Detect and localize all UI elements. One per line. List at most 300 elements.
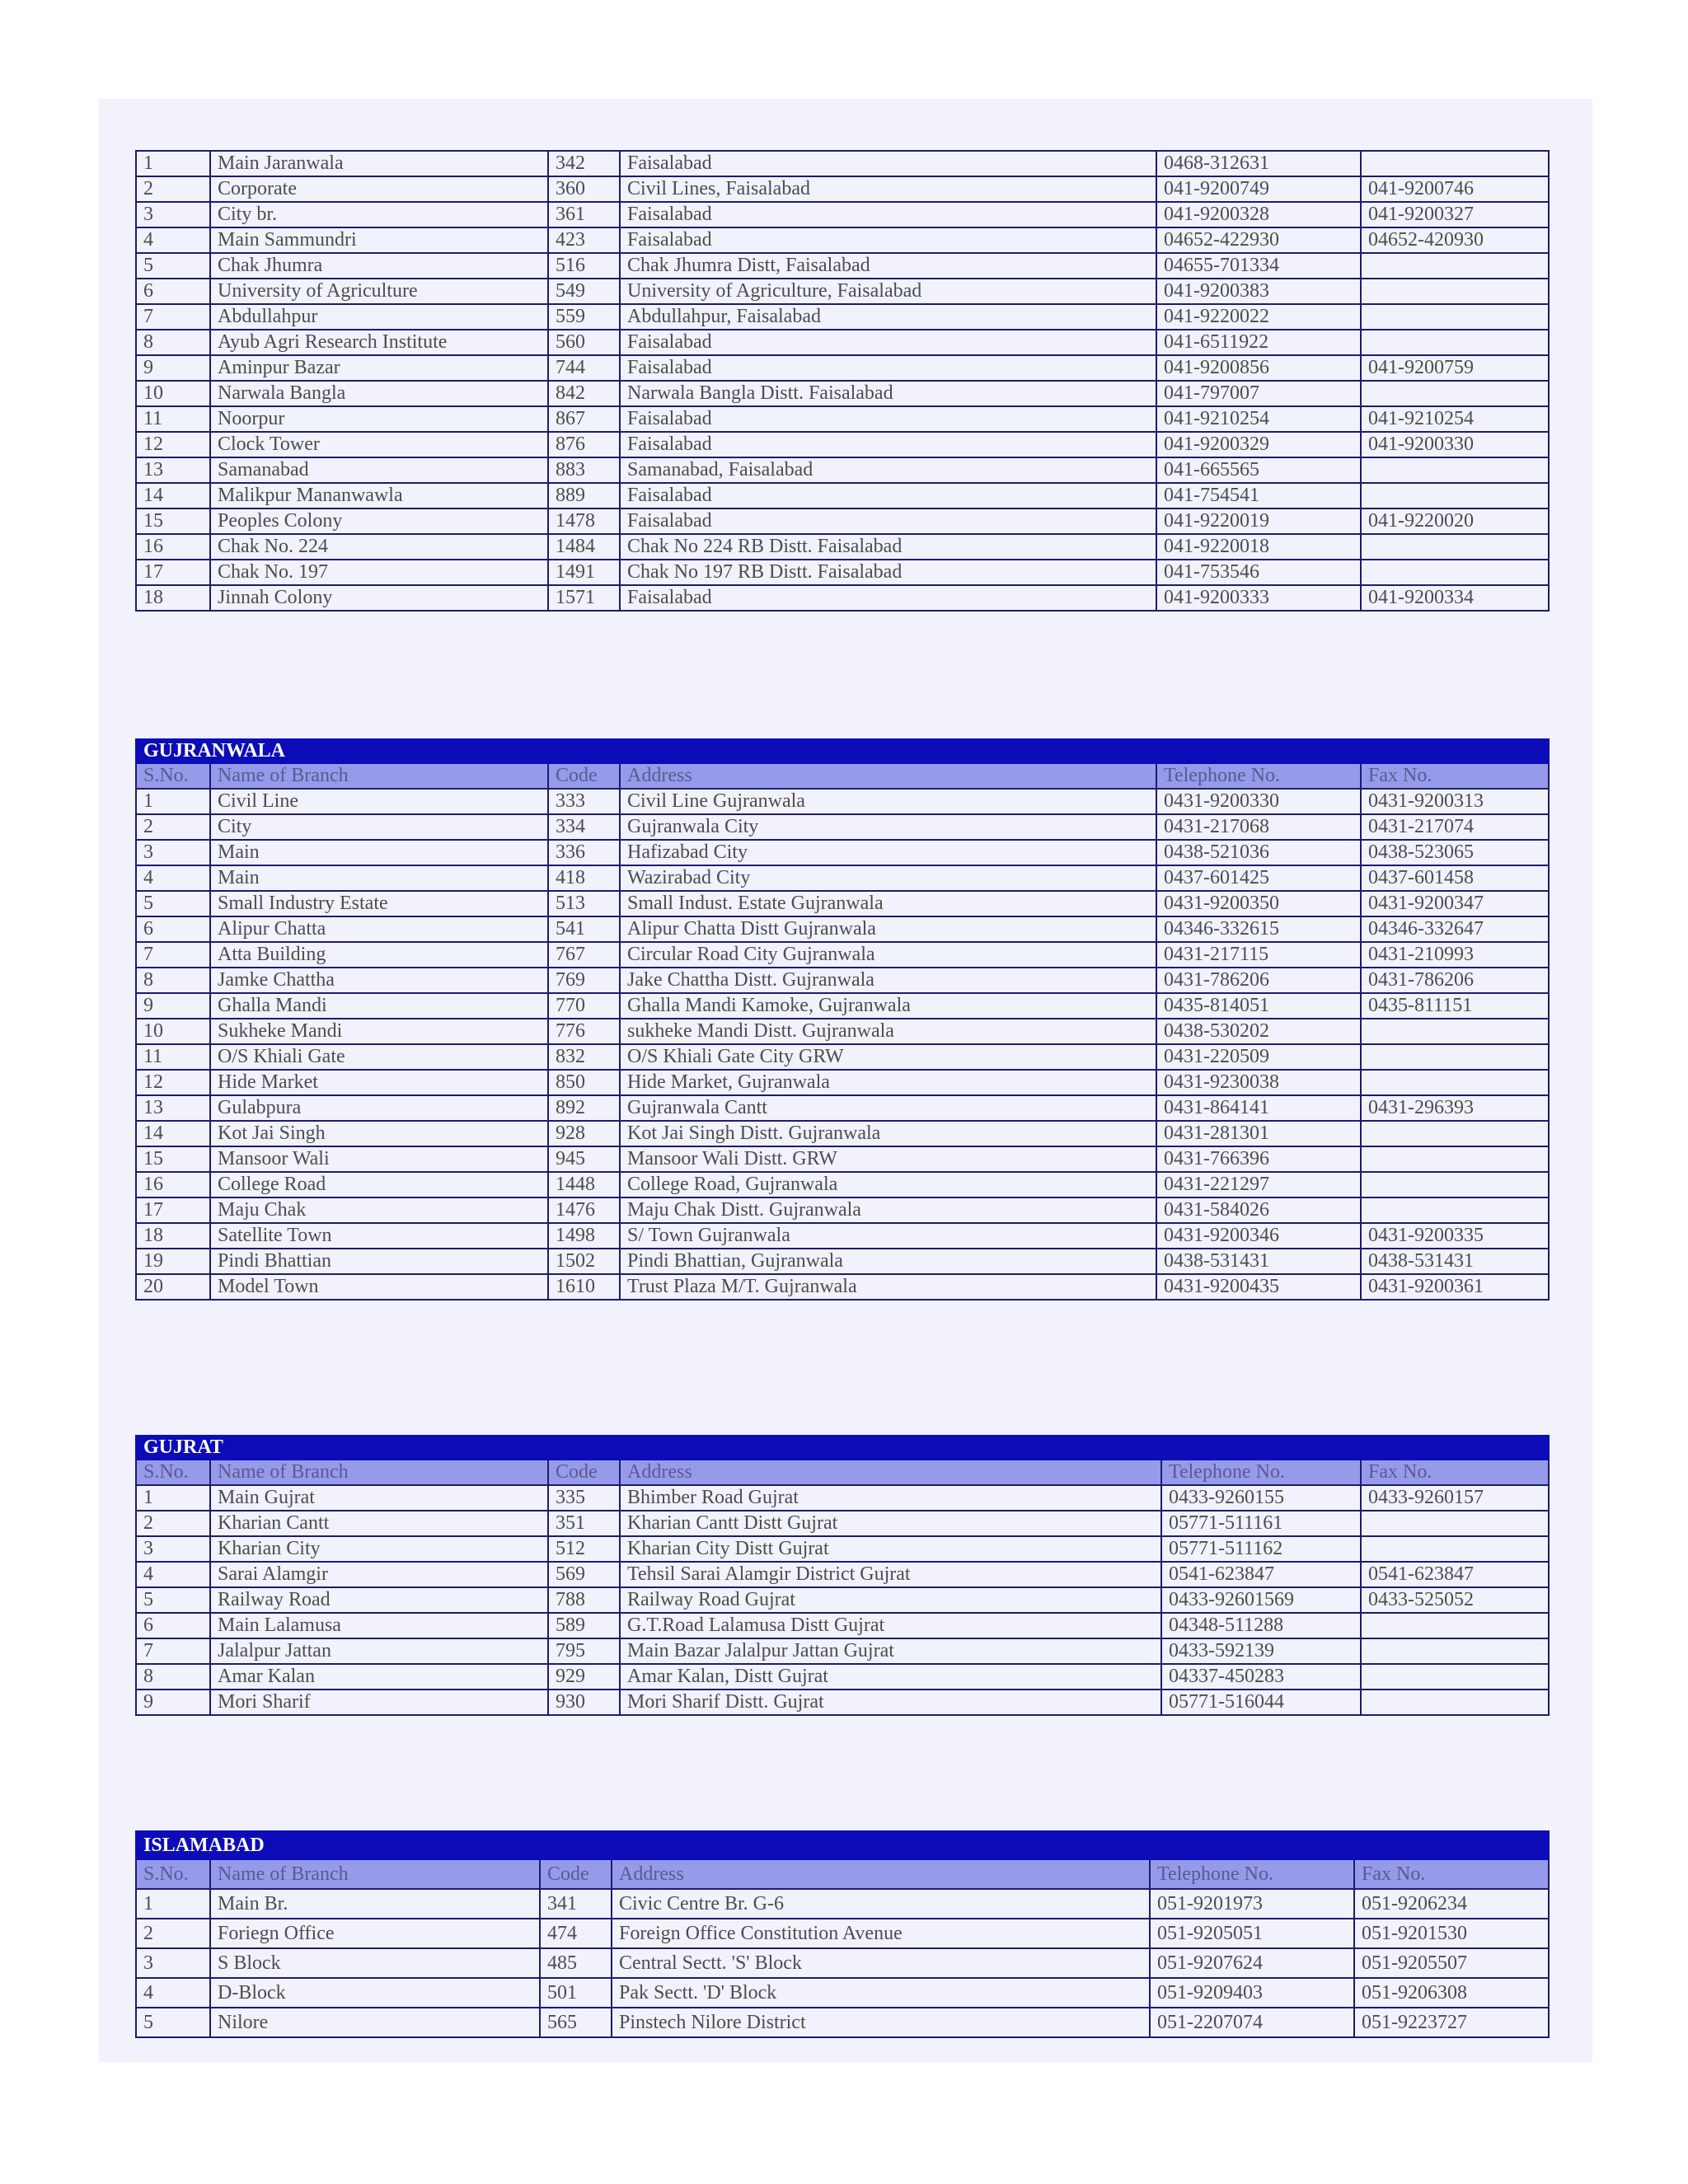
branch-name-cell: Sarai Alamgir xyxy=(210,1562,548,1587)
serial-number-cell: 18 xyxy=(136,1223,210,1249)
branch-name-cell: Small Industry Estate xyxy=(210,891,548,916)
address-cell: Pinstech Nilore District xyxy=(612,2008,1150,2037)
branch-name-cell: Main xyxy=(210,840,548,865)
address-cell: Chak Jhumra Distt, Faisalabad xyxy=(620,253,1156,279)
table-row xyxy=(136,814,1549,840)
fax-cell xyxy=(1361,1019,1549,1044)
address-header: Address xyxy=(612,1859,1150,1889)
branch-name-cell: Nilore xyxy=(210,2008,540,2037)
column-header-row xyxy=(136,1460,1549,1485)
branch-name-cell: Alipur Chatta xyxy=(210,916,548,942)
telephone-cell: 0438-521036 xyxy=(1156,840,1361,865)
fax-cell: 051-9206234 xyxy=(1354,1889,1549,1919)
branch-name-cell: Chak Jhumra xyxy=(210,253,548,279)
table-row xyxy=(136,585,1549,611)
fax-cell: 0431-210993 xyxy=(1361,942,1549,968)
fax-cell: 041-9220020 xyxy=(1361,509,1549,534)
address-cell: Civil Line Gujranwala xyxy=(620,789,1156,814)
address-cell: G.T.Road Lalamusa Distt Gujrat xyxy=(620,1613,1161,1638)
telephone-cell: 04346-332615 xyxy=(1156,916,1361,942)
branch-code-cell: 351 xyxy=(548,1511,620,1536)
fax-cell xyxy=(1361,483,1549,509)
telephone-cell: 0431-9230038 xyxy=(1156,1070,1361,1095)
branch-code-cell: 333 xyxy=(548,789,620,814)
address-cell: Kot Jai Singh Distt. Gujranwala xyxy=(620,1121,1156,1146)
branch-name-cell: Corporate xyxy=(210,176,548,202)
telephone-cell: 0431-281301 xyxy=(1156,1121,1361,1146)
serial-number-cell: 1 xyxy=(136,1485,210,1511)
table-row xyxy=(136,176,1549,202)
fax-cell: 041-9200746 xyxy=(1361,176,1549,202)
branch-code-cell: 360 xyxy=(548,176,620,202)
address-cell: Mori Sharif Distt. Gujrat xyxy=(620,1690,1161,1715)
serial-number-cell: 11 xyxy=(136,406,210,432)
table-row xyxy=(136,253,1549,279)
table-row xyxy=(136,1485,1549,1511)
address-cell: Ghalla Mandi Kamoke, Gujranwala xyxy=(620,993,1156,1019)
branch-code-cell: 850 xyxy=(548,1070,620,1095)
branch-name-cell: Maju Chak xyxy=(210,1197,548,1223)
address-cell: S/ Town Gujranwala xyxy=(620,1223,1156,1249)
address-cell: Central Sectt. 'S' Block xyxy=(612,1948,1150,1978)
serial-number-cell: 7 xyxy=(136,1638,210,1664)
address-cell: Civic Centre Br. G-6 xyxy=(612,1889,1150,1919)
table-row xyxy=(136,1274,1549,1300)
branch-name-cell: Jalalpur Jattan xyxy=(210,1638,548,1664)
serial-number-cell: 12 xyxy=(136,432,210,457)
telephone-cell: 0468-312631 xyxy=(1156,151,1361,176)
branch-code-cell: 474 xyxy=(540,1919,612,1948)
serial-number-header: S.No. xyxy=(136,1460,210,1485)
serial-number-cell: 2 xyxy=(136,1919,210,1948)
branch-code-cell: 418 xyxy=(548,865,620,891)
address-cell: Faisalabad xyxy=(620,227,1156,253)
branch-code-cell: 565 xyxy=(540,2008,612,2037)
telephone-cell: 0431-9200435 xyxy=(1156,1274,1361,1300)
fax-cell: 051-9201530 xyxy=(1354,1919,1549,1948)
branch-code-cell: 569 xyxy=(548,1562,620,1587)
fax-header: Fax No. xyxy=(1354,1859,1549,1889)
region-title: GUJRAT xyxy=(136,1436,1549,1460)
fax-cell: 04346-332647 xyxy=(1361,916,1549,942)
telephone-cell: 041-797007 xyxy=(1156,381,1361,406)
fax-cell: 0431-296393 xyxy=(1361,1095,1549,1121)
serial-number-cell: 3 xyxy=(136,1536,210,1562)
branch-name-cell: Railway Road xyxy=(210,1587,548,1613)
serial-number-header: S.No. xyxy=(136,763,210,789)
branch-name-cell: Main Gujrat xyxy=(210,1485,548,1511)
region-header-row xyxy=(136,1831,1549,1859)
table-row xyxy=(136,432,1549,457)
address-cell: Faisalabad xyxy=(620,509,1156,534)
telephone-cell: 041-9220019 xyxy=(1156,509,1361,534)
branch-name-cell: Atta Building xyxy=(210,942,548,968)
column-header-row xyxy=(136,763,1549,789)
branch-name-cell: Mori Sharif xyxy=(210,1690,548,1715)
column-header-row xyxy=(136,1859,1549,1889)
table-row xyxy=(136,1978,1549,2008)
telephone-cell: 0431-217068 xyxy=(1156,814,1361,840)
serial-number-cell: 10 xyxy=(136,1019,210,1044)
telephone-header: Telephone No. xyxy=(1156,763,1361,789)
fax-cell: 0433-9260157 xyxy=(1361,1485,1549,1511)
telephone-header: Telephone No. xyxy=(1150,1859,1354,1889)
branch-code-cell: 541 xyxy=(548,916,620,942)
address-header: Address xyxy=(620,1460,1161,1485)
fax-cell xyxy=(1361,1172,1549,1197)
islamabad-branch-table xyxy=(135,1830,1550,2038)
branch-name-header: Name of Branch xyxy=(210,1859,540,1889)
table-row xyxy=(136,1070,1549,1095)
fax-header: Fax No. xyxy=(1361,763,1549,789)
branch-name-cell: Clock Tower xyxy=(210,432,548,457)
telephone-cell: 0431-9200350 xyxy=(1156,891,1361,916)
branch-name-cell: Amar Kalan xyxy=(210,1664,548,1690)
table-row xyxy=(136,1690,1549,1715)
telephone-cell: 0431-220509 xyxy=(1156,1044,1361,1070)
branch-code-cell: 1448 xyxy=(548,1172,620,1197)
telephone-cell: 041-754541 xyxy=(1156,483,1361,509)
table-row xyxy=(136,330,1549,355)
serial-number-cell: 6 xyxy=(136,916,210,942)
branch-code-cell: 560 xyxy=(548,330,620,355)
branch-name-cell: College Road xyxy=(210,1172,548,1197)
fax-header: Fax No. xyxy=(1361,1460,1549,1485)
branch-code-cell: 516 xyxy=(548,253,620,279)
fax-cell: 0431-9200313 xyxy=(1361,789,1549,814)
address-cell: Circular Road City Gujranwala xyxy=(620,942,1156,968)
address-cell: Gujranwala Cantt xyxy=(620,1095,1156,1121)
serial-number-cell: 17 xyxy=(136,560,210,585)
fax-cell xyxy=(1361,1146,1549,1172)
branch-name-cell: Main Br. xyxy=(210,1889,540,1919)
fax-cell xyxy=(1361,279,1549,304)
fax-cell: 041-9200330 xyxy=(1361,432,1549,457)
table-row xyxy=(136,1019,1549,1044)
fax-cell: 0431-9200347 xyxy=(1361,891,1549,916)
telephone-cell: 051-2207074 xyxy=(1150,2008,1354,2037)
branch-name-cell: City xyxy=(210,814,548,840)
region-title: ISLAMABAD xyxy=(136,1831,1549,1859)
serial-number-cell: 4 xyxy=(136,1562,210,1587)
fax-cell xyxy=(1361,1536,1549,1562)
fax-cell xyxy=(1361,1197,1549,1223)
serial-number-cell: 8 xyxy=(136,1664,210,1690)
fax-cell: 0431-9200361 xyxy=(1361,1274,1549,1300)
telephone-cell: 05771-511161 xyxy=(1161,1511,1361,1536)
table-row xyxy=(136,1562,1549,1587)
fax-cell: 041-9200759 xyxy=(1361,355,1549,381)
table-row xyxy=(136,406,1549,432)
serial-number-cell: 14 xyxy=(136,483,210,509)
region-header-row xyxy=(136,1436,1549,1460)
branch-code-cell: 1571 xyxy=(548,585,620,611)
fax-cell xyxy=(1361,1613,1549,1638)
address-cell: Narwala Bangla Distt. Faisalabad xyxy=(620,381,1156,406)
fax-cell: 041-9200334 xyxy=(1361,585,1549,611)
telephone-cell: 0431-9200346 xyxy=(1156,1223,1361,1249)
branch-name-cell: Kot Jai Singh xyxy=(210,1121,548,1146)
branch-code-cell: 744 xyxy=(548,355,620,381)
address-cell: Hide Market, Gujranwala xyxy=(620,1070,1156,1095)
address-cell: Main Bazar Jalalpur Jattan Gujrat xyxy=(620,1638,1161,1664)
branch-name-cell: Samanabad xyxy=(210,457,548,483)
branch-code-cell: 930 xyxy=(548,1690,620,1715)
branch-name-cell: Mansoor Wali xyxy=(210,1146,548,1172)
telephone-cell: 0541-623847 xyxy=(1161,1562,1361,1587)
telephone-cell: 041-753546 xyxy=(1156,560,1361,585)
telephone-cell: 041-6511922 xyxy=(1156,330,1361,355)
branch-code-cell: 770 xyxy=(548,993,620,1019)
serial-number-cell: 18 xyxy=(136,585,210,611)
table-row xyxy=(136,1536,1549,1562)
telephone-cell: 041-9200328 xyxy=(1156,202,1361,227)
serial-number-cell: 1 xyxy=(136,789,210,814)
branch-name-cell: Foriegn Office xyxy=(210,1919,540,1948)
fax-cell xyxy=(1361,1070,1549,1095)
branch-code-cell: 423 xyxy=(548,227,620,253)
branch-code-cell: 928 xyxy=(548,1121,620,1146)
serial-number-cell: 9 xyxy=(136,1690,210,1715)
serial-number-cell: 5 xyxy=(136,891,210,916)
telephone-cell: 05771-511162 xyxy=(1161,1536,1361,1562)
branch-name-cell: City br. xyxy=(210,202,548,227)
table-row xyxy=(136,1223,1549,1249)
table-row xyxy=(136,534,1549,560)
table-row xyxy=(136,1919,1549,1948)
table-row xyxy=(136,840,1549,865)
table-row xyxy=(136,1948,1549,1978)
address-cell: Abdullahpur, Faisalabad xyxy=(620,304,1156,330)
table-row xyxy=(136,279,1549,304)
region-header-row xyxy=(136,739,1549,763)
fax-cell xyxy=(1361,330,1549,355)
table-row xyxy=(136,151,1549,176)
telephone-cell: 051-9209403 xyxy=(1150,1978,1354,2008)
branch-name-cell: Narwala Bangla xyxy=(210,381,548,406)
telephone-cell: 041-9200749 xyxy=(1156,176,1361,202)
branch-code-cell: 1498 xyxy=(548,1223,620,1249)
table-row xyxy=(136,1638,1549,1664)
serial-number-cell: 2 xyxy=(136,1511,210,1536)
address-cell: Gujranwala City xyxy=(620,814,1156,840)
telephone-cell: 041-665565 xyxy=(1156,457,1361,483)
serial-number-cell: 6 xyxy=(136,279,210,304)
fax-cell: 041-9210254 xyxy=(1361,406,1549,432)
address-cell: Hafizabad City xyxy=(620,840,1156,865)
table-row xyxy=(136,2008,1549,2037)
branch-code-cell: 501 xyxy=(540,1978,612,2008)
branch-name-cell: Sukheke Mandi xyxy=(210,1019,548,1044)
fax-cell xyxy=(1361,1121,1549,1146)
telephone-cell: 051-9205051 xyxy=(1150,1919,1354,1948)
branch-name-cell: Ghalla Mandi xyxy=(210,993,548,1019)
branch-name-cell: Malikpur Mananwawla xyxy=(210,483,548,509)
telephone-cell: 041-9200329 xyxy=(1156,432,1361,457)
telephone-cell: 04337-450283 xyxy=(1161,1664,1361,1690)
branch-name-header: Name of Branch xyxy=(210,1460,548,1485)
address-cell: University of Agriculture, Faisalabad xyxy=(620,279,1156,304)
branch-code-cell: 1502 xyxy=(548,1249,620,1274)
table-row xyxy=(136,304,1549,330)
serial-number-cell: 4 xyxy=(136,865,210,891)
table-row xyxy=(136,1197,1549,1223)
serial-number-cell: 5 xyxy=(136,1587,210,1613)
telephone-cell: 04655-701334 xyxy=(1156,253,1361,279)
table-row xyxy=(136,202,1549,227)
telephone-cell: 0433-592139 xyxy=(1161,1638,1361,1664)
branch-code-header: Code xyxy=(548,1460,620,1485)
branch-name-cell: Chak No. 197 xyxy=(210,560,548,585)
branch-name-cell: D-Block xyxy=(210,1978,540,2008)
fax-cell xyxy=(1361,151,1549,176)
fax-cell xyxy=(1361,1638,1549,1664)
telephone-cell: 0438-530202 xyxy=(1156,1019,1361,1044)
fax-cell xyxy=(1361,457,1549,483)
table-row xyxy=(136,483,1549,509)
serial-number-cell: 9 xyxy=(136,993,210,1019)
fax-cell xyxy=(1361,1044,1549,1070)
branch-name-cell: Civil Line xyxy=(210,789,548,814)
telephone-cell: 051-9207624 xyxy=(1150,1948,1354,1978)
telephone-cell: 0431-217115 xyxy=(1156,942,1361,968)
address-header: Address xyxy=(620,763,1156,789)
branch-code-cell: 876 xyxy=(548,432,620,457)
address-cell: Foreign Office Constitution Avenue xyxy=(612,1919,1150,1948)
serial-number-cell: 6 xyxy=(136,1613,210,1638)
telephone-cell: 04652-422930 xyxy=(1156,227,1361,253)
address-cell: Faisalabad xyxy=(620,355,1156,381)
faisalabad-branch-table xyxy=(135,150,1550,612)
fax-cell: 0437-601458 xyxy=(1361,865,1549,891)
telephone-cell: 0433-9260155 xyxy=(1161,1485,1361,1511)
telephone-cell: 041-9200383 xyxy=(1156,279,1361,304)
serial-number-cell: 1 xyxy=(136,151,210,176)
telephone-cell: 0437-601425 xyxy=(1156,865,1361,891)
table-row xyxy=(136,1889,1549,1919)
serial-number-cell: 11 xyxy=(136,1044,210,1070)
branch-code-cell: 832 xyxy=(548,1044,620,1070)
serial-number-cell: 1 xyxy=(136,1889,210,1919)
branch-name-cell: Main Jaranwala xyxy=(210,151,548,176)
table-row xyxy=(136,968,1549,993)
branch-name-cell: S Block xyxy=(210,1948,540,1978)
fax-cell: 0431-786206 xyxy=(1361,968,1549,993)
branch-code-cell: 945 xyxy=(548,1146,620,1172)
telephone-cell: 04348-511288 xyxy=(1161,1613,1361,1638)
branch-code-cell: 867 xyxy=(548,406,620,432)
fax-cell: 0438-531431 xyxy=(1361,1249,1549,1274)
branch-code-cell: 334 xyxy=(548,814,620,840)
table-row xyxy=(136,891,1549,916)
fax-cell: 0541-623847 xyxy=(1361,1562,1549,1587)
fax-cell: 0431-9200335 xyxy=(1361,1223,1549,1249)
telephone-cell: 0438-531431 xyxy=(1156,1249,1361,1274)
address-cell: Trust Plaza M/T. Gujranwala xyxy=(620,1274,1156,1300)
telephone-cell: 0431-786206 xyxy=(1156,968,1361,993)
table-row xyxy=(136,789,1549,814)
telephone-cell: 041-9220022 xyxy=(1156,304,1361,330)
serial-number-cell: 7 xyxy=(136,942,210,968)
address-cell: Railway Road Gujrat xyxy=(620,1587,1161,1613)
table-row xyxy=(136,1511,1549,1536)
serial-number-cell: 2 xyxy=(136,176,210,202)
serial-number-cell: 19 xyxy=(136,1249,210,1274)
telephone-cell: 0431-864141 xyxy=(1156,1095,1361,1121)
branch-name-cell: Abdullahpur xyxy=(210,304,548,330)
fax-cell: 051-9223727 xyxy=(1354,2008,1549,2037)
branch-code-header: Code xyxy=(548,763,620,789)
branch-name-cell: Kharian Cantt xyxy=(210,1511,548,1536)
table-row xyxy=(136,560,1549,585)
address-cell: Faisalabad xyxy=(620,151,1156,176)
branch-name-cell: Jamke Chattha xyxy=(210,968,548,993)
telephone-cell: 0431-584026 xyxy=(1156,1197,1361,1223)
address-cell: Amar Kalan, Distt Gujrat xyxy=(620,1664,1161,1690)
branch-code-cell: 1476 xyxy=(548,1197,620,1223)
address-cell: Faisalabad xyxy=(620,406,1156,432)
branch-code-cell: 767 xyxy=(548,942,620,968)
serial-number-cell: 20 xyxy=(136,1274,210,1300)
address-cell: Bhimber Road Gujrat xyxy=(620,1485,1161,1511)
branch-code-cell: 513 xyxy=(548,891,620,916)
address-cell: Tehsil Sarai Alamgir District Gujrat xyxy=(620,1562,1161,1587)
table-row xyxy=(136,942,1549,968)
branch-code-cell: 842 xyxy=(548,381,620,406)
address-cell: Maju Chak Distt. Gujranwala xyxy=(620,1197,1156,1223)
table-row xyxy=(136,1044,1549,1070)
branch-code-cell: 341 xyxy=(540,1889,612,1919)
serial-number-cell: 3 xyxy=(136,840,210,865)
branch-name-cell: Jinnah Colony xyxy=(210,585,548,611)
region-title: GUJRANWALA xyxy=(136,739,1549,763)
fax-cell: 0435-811151 xyxy=(1361,993,1549,1019)
telephone-cell: 051-9201973 xyxy=(1150,1889,1354,1919)
branch-code-cell: 795 xyxy=(548,1638,620,1664)
branch-name-cell: Gulabpura xyxy=(210,1095,548,1121)
table-row xyxy=(136,865,1549,891)
serial-number-cell: 13 xyxy=(136,457,210,483)
branch-name-cell: O/S Khiali Gate xyxy=(210,1044,548,1070)
table-row xyxy=(136,1664,1549,1690)
address-cell: Faisalabad xyxy=(620,585,1156,611)
address-cell: Faisalabad xyxy=(620,330,1156,355)
telephone-cell: 0431-221297 xyxy=(1156,1172,1361,1197)
branch-code-cell: 485 xyxy=(540,1948,612,1978)
table-row xyxy=(136,993,1549,1019)
branch-name-cell: Pindi Bhattian xyxy=(210,1249,548,1274)
serial-number-cell: 16 xyxy=(136,534,210,560)
branch-name-cell: Noorpur xyxy=(210,406,548,432)
branch-name-cell: Model Town xyxy=(210,1274,548,1300)
serial-number-cell: 5 xyxy=(136,2008,210,2037)
address-cell: Pak Sectt. 'D' Block xyxy=(612,1978,1150,2008)
fax-cell: 04652-420930 xyxy=(1361,227,1549,253)
address-cell: Chak No 224 RB Distt. Faisalabad xyxy=(620,534,1156,560)
fax-cell: 041-9200327 xyxy=(1361,202,1549,227)
serial-number-cell: 7 xyxy=(136,304,210,330)
table-row xyxy=(136,227,1549,253)
branch-code-cell: 1491 xyxy=(548,560,620,585)
branch-code-cell: 342 xyxy=(548,151,620,176)
serial-number-cell: 5 xyxy=(136,253,210,279)
telephone-cell: 041-9200856 xyxy=(1156,355,1361,381)
branch-code-cell: 889 xyxy=(548,483,620,509)
fax-cell: 051-9205507 xyxy=(1354,1948,1549,1978)
branch-code-cell: 892 xyxy=(548,1095,620,1121)
serial-number-cell: 12 xyxy=(136,1070,210,1095)
table-row xyxy=(136,1172,1549,1197)
